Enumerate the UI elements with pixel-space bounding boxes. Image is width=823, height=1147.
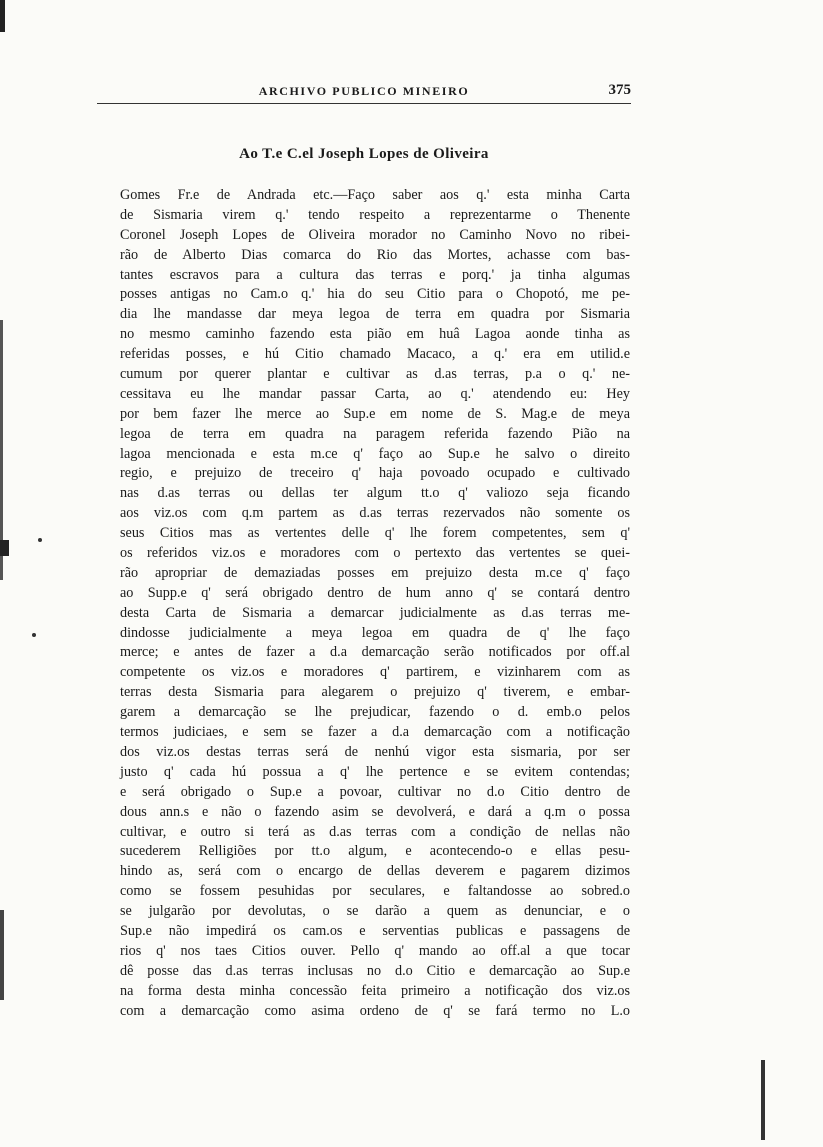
text-line: dous ann.s e não o fazendo asim se devolverá, e dará a q.m o possa xyxy=(120,803,630,820)
text-line: dê posse das d.as terras inclusas no d.o Citio e demarcação ao Sup.e xyxy=(120,962,630,979)
text-line: Coronel Joseph Lopes de Oliveira morador no Caminho Novo no ribei- xyxy=(120,226,630,243)
text-line: sucederem Relligiões por tt.o algum, e acontecendo-o e ellas pesu- xyxy=(120,843,630,860)
text-line: terras desta Sismaria para alegarem o prejuizo q' tiverem, e embar- xyxy=(120,684,630,701)
text-line: hindo as, será com o encargo de dellas deverem e pagarem dizimos xyxy=(120,863,630,880)
text-line: e será obrigado o Sup.e a povoar, cultivar no d.o Citio dentro de xyxy=(120,783,630,800)
text-line: posses antigas no Cam.o q.' hia do seu Citio para o Chopotó, me pe- xyxy=(120,286,630,303)
text-line: como se fossem pesuhidas por seculares, e faltandosse ao sobred.o xyxy=(120,883,630,900)
scan-edge-mark xyxy=(0,540,9,556)
scan-edge-mark xyxy=(0,910,4,1000)
text-line: competente os viz.os e moradores q' partirem, e vizinharem com as xyxy=(120,664,630,681)
text-line: os referidos viz.os e moradores com o pertexto das vertentes se quei- xyxy=(120,545,630,562)
text-line: merce; e antes de fazer a d.a demarcação serão notificados por off.al xyxy=(120,644,630,661)
document-title: Ao T.e C.el Joseph Lopes de Oliveira xyxy=(239,146,489,162)
text-line: justo q' cada hú possua a q' lhe pertence e se evitem contendas; xyxy=(120,763,630,780)
text-line: garem a demarcação se lhe prejudicar, fazendo o d. emb.o pelos xyxy=(120,704,630,721)
text-line: na forma desta minha concessão feita primeiro a notificação dos viz.os xyxy=(120,982,630,999)
text-line: cultivar, e outro si terá as d.as terras com a condição de nellas não xyxy=(120,823,630,840)
text-line: cessitava eu lhe mandar passar Carta, ao q.' atendendo eu: Hey xyxy=(120,385,630,402)
text-line: rios q' nos taes Citios ouver. Pello q' mando ao off.al a que tocar xyxy=(120,942,630,959)
text-line: regio, e prejuizo de treceiro q' haja povoado ocupado e cultivado xyxy=(120,465,630,482)
scan-edge-mark xyxy=(761,1060,765,1140)
text-line: legoa de terra em quadra na paragem referida fazendo Pião na xyxy=(120,425,630,442)
running-title: ARCHIVO PUBLICO MINEIRO xyxy=(258,84,470,98)
text-line: cumum por querer plantar e cultivar as d.as terras, p.a o q.' ne- xyxy=(120,366,630,383)
text-line: Sup.e não impedirá os cam.os e serventias publicas e passagens de xyxy=(120,922,630,939)
text-line: por bem fazer lhe merce ao Sup.e em nome de S. Mag.e de meya xyxy=(120,405,630,422)
text-line: dia lhe mandasse dar meya legoa de terra em quadra por Sismaria xyxy=(120,306,630,323)
scan-edge-mark xyxy=(0,0,5,32)
text-line: seus Citios mas as vertentes delle q' lhe forem competentes, sem q' xyxy=(120,525,630,542)
scan-speck xyxy=(32,633,36,637)
text-line: de Sismaria virem q.' tendo respeito a reprezentarme o Thenente xyxy=(120,206,630,223)
page-number: 375 xyxy=(608,82,631,98)
text-line: Gomes Fr.e de Andrada etc.—Faço saber aos q.' esta minha Carta xyxy=(120,187,630,203)
text-line: aos viz.os com q.m partem as d.as terras rezervados não somente os xyxy=(120,505,630,522)
body-paragraph xyxy=(120,186,630,1021)
header-rule xyxy=(97,103,631,104)
text-line: dos viz.os destas terras será de nenhú vigor esta sismaria, por ser xyxy=(120,743,630,760)
text-line: termos judiciaes, e sem se fazer a d.a demarcação com a notificação xyxy=(120,724,630,741)
text-line: lagoa mencionada e esta m.ce q' faço ao Sup.e he salvo o direito xyxy=(120,445,630,462)
text-line: rão de Alberto Dias comarca do Rio das Mortes, achasse com bas- xyxy=(120,246,630,263)
text-line: referidas posses, e hú Citio chamado Macaco, a q.' era em utilid.e xyxy=(120,346,630,363)
text-line: tantes escravos para a cultura das terras e porq.' ja tinha algumas xyxy=(120,266,630,283)
text-line: com a demarcação como asima ordeno de q' se fará termo no L.o xyxy=(120,1002,630,1019)
text-line: nas d.as terras ou dellas ter algum tt.o q' valiozo seja ficando xyxy=(120,485,630,502)
text-line: no mesmo caminho fazendo esta pião em huâ Lagoa aonde tinha as xyxy=(120,326,630,343)
text-line: ao Supp.e q' será obrigado dentro de hum anno q' se contará dentro xyxy=(120,584,630,601)
scan-speck xyxy=(38,538,42,542)
text-line: rão apropriar de demaziadas posses em prejuizo desta m.ce q' faço xyxy=(120,564,630,581)
text-line: se julgarão por devolutas, o se darão a quem as denunciar, e o xyxy=(120,903,630,920)
text-line: dindosse judicialmente a meya legoa em quadra de q' lhe faço xyxy=(120,624,630,641)
text-line: desta Carta de Sismaria a demarcar judicialmente as d.as terras me- xyxy=(120,604,630,621)
